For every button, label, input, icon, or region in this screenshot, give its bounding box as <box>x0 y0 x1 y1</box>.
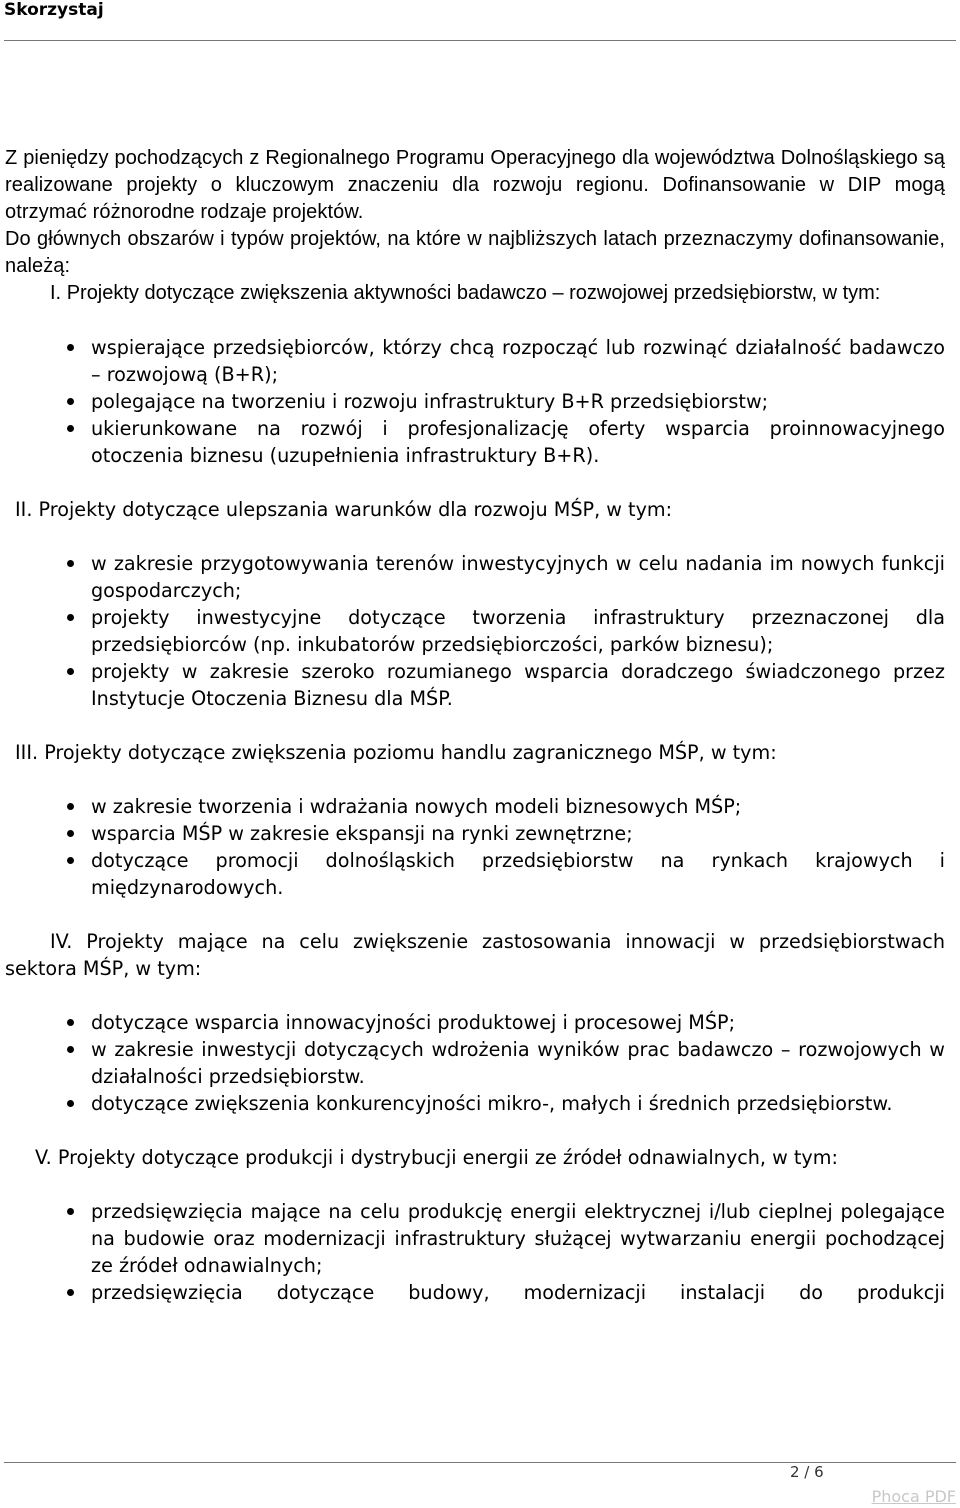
section-list <box>5 334 945 469</box>
section-heading-text: Projekty mające na celu zwiększenie zastosowania innowacji w przedsiębiorstwach sektora MŚP, w tym: <box>5 930 945 980</box>
list-item: przedsięwzięcia dotyczące budowy, modernizacji instalacji do produkcji <box>91 1281 945 1304</box>
footer-brand-link[interactable]: Phoca PDF <box>871 1487 956 1506</box>
document-body <box>5 145 945 1333</box>
list-item: dotyczące wsparcia innowacyjności produktowej i procesowej MŚP; <box>91 1009 945 1036</box>
section-numeral: V. <box>35 1146 52 1169</box>
section-heading <box>5 928 945 982</box>
list-item: w zakresie tworzenia i wdrażania nowych modeli biznesowych MŚP; <box>91 793 945 820</box>
section-list <box>5 1009 945 1117</box>
list-item: dotyczące zwiększenia konkurencyjności mikro-, małych i średnich przedsiębiorstw. <box>91 1090 945 1117</box>
list-item: wspierające przedsiębiorców, którzy chcą rozpocząć lub rozwinąć działalność badawczo – rozwojową (B+R); <box>91 336 945 386</box>
section-numeral: III. <box>15 741 39 764</box>
list-item: przedsięwzięcia mające na celu produkcję energii elektrycznej i/lub cieplnej polegające na budowie oraz modernizacji infrastruktury służącej wytwarzaniu energii pochodzącej ze źródeł odnawialnych; <box>91 1200 945 1277</box>
section-heading-text: Projekty dotyczące ulepszania warunków dla rozwoju MŚP, w tym: <box>38 498 673 521</box>
list-item: w zakresie inwestycji dotyczących wdrożenia wyników prac badawczo – rozwojowych w działalności przedsiębiorstw. <box>91 1038 945 1088</box>
section-heading-text: Projekty dotyczące zwiększenia aktywności badawczo – rozwojowej przedsiębiorstw, w tym: <box>66 282 881 304</box>
intro-paragraph: Z pieniędzy pochodzących z Regionalnego Programu Operacyjnego dla województwa Dolnośląskiego są realizowane projekty o kluczowym znaczeniu dla rozwoju regionu. Dofinansowanie w DIP mogą otrzymać różnorodne rodzaje projektów. <box>5 147 945 223</box>
section-list <box>5 793 945 901</box>
list-item: dotyczące promocji dolnośląskich przedsiębiorstw na rynkach krajowych i międzynarodowych. <box>91 849 945 899</box>
section-heading-text: Projekty dotyczące zwiększenia poziomu handlu zagranicznego MŚP, w tym: <box>44 741 777 764</box>
list-item: projekty w zakresie szeroko rozumianego wsparcia doradczego świadczonego przez Instytucje Otoczenia Biznesu dla MŚP. <box>91 660 945 710</box>
section-numeral: IV. <box>50 930 73 953</box>
intro-paragraph: Do głównych obszarów i typów projektów, na które w najbliższych latach przeznaczymy dofinansowanie, należą: <box>5 228 945 277</box>
page-header-title: Skorzystaj <box>4 0 104 20</box>
section-heading <box>5 280 945 307</box>
list-item: polegające na tworzeniu i rozwoju infrastruktury B+R przedsiębiorstw; <box>91 388 945 415</box>
intro-block <box>5 145 945 280</box>
list-item: ukierunkowane na rozwój i profesjonalizację oferty wsparcia proinnowacyjnego otoczenia biznesu (uzupełnienia infrastruktury B+R). <box>91 417 945 467</box>
section-numeral: I. <box>50 282 62 304</box>
list-item: w zakresie przygotowywania terenów inwestycyjnych w celu nadania im nowych funkcji gospodarczych; <box>91 552 945 602</box>
section-list <box>5 1198 945 1306</box>
section-list <box>5 550 945 712</box>
section-heading <box>5 1144 945 1171</box>
page-number: 2 / 6 <box>790 1463 824 1481</box>
section-numeral: II. <box>15 498 33 521</box>
section-heading-text: Projekty dotyczące produkcji i dystrybucji energii ze źródeł odnawialnych, w tym: <box>57 1146 838 1169</box>
section-heading <box>5 739 945 766</box>
header-divider <box>4 40 956 41</box>
section-heading <box>5 496 945 523</box>
list-item: wsparcia MŚP w zakresie ekspansji na rynki zewnętrzne; <box>91 820 945 847</box>
list-item: projekty inwestycyjne dotyczące tworzenia infrastruktury przeznaczonej dla przedsiębiorców (np. inkubatorów przedsiębiorczości, parków biznesu); <box>91 606 945 656</box>
